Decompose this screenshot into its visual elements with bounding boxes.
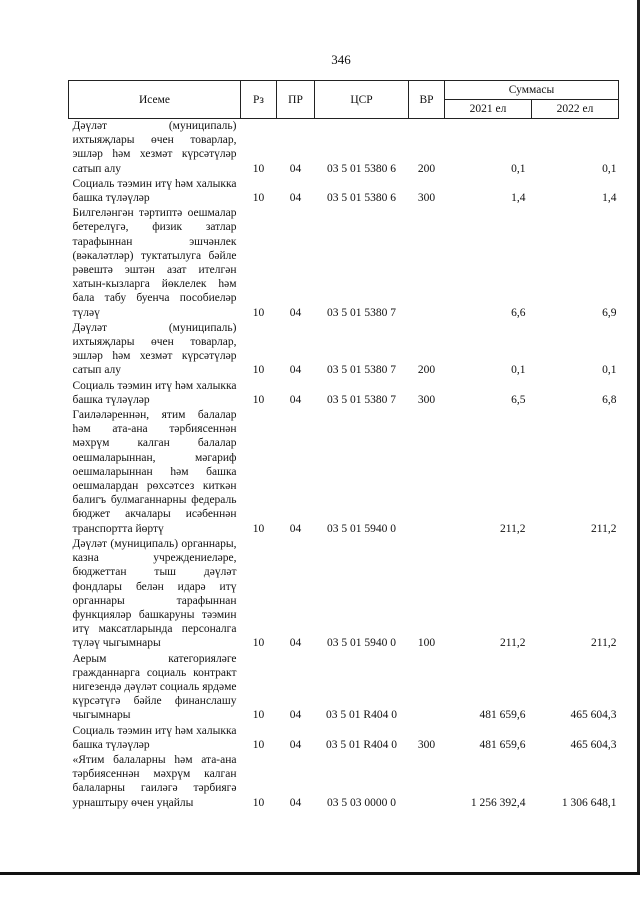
row-sum-2021: 481 659,6 xyxy=(479,709,526,722)
row-pr: 04 xyxy=(289,637,302,650)
header-rz: Рз xyxy=(241,81,277,119)
row-vr: 300 xyxy=(417,738,436,751)
row-sum-2022: 6,9 xyxy=(602,306,617,319)
table-row xyxy=(69,119,619,176)
row-name: Социаль тәэмин итү һәм халыкка башка түләүләр xyxy=(72,177,237,205)
row-name: «Ятим балаларны һәм ата-ана тәрбиясеннән мәхрүм калган балаларны гаиләгә тәрбиягә урнаштыру өчен уңайлы xyxy=(72,753,237,809)
header-sums: Суммасы xyxy=(445,81,619,100)
page-bottom-rule xyxy=(0,872,640,875)
row-pr: 04 xyxy=(289,162,302,175)
row-sum-2022: 0,1 xyxy=(602,364,617,377)
budget-table xyxy=(68,80,619,810)
row-csr: 03 5 01 5940 0 xyxy=(327,522,396,535)
row-csr: 03 5 01 5380 7 xyxy=(327,306,396,319)
row-name: Билгеләнгән тәртиптә оешмалар бетерелүгә, физик затлар тарафыннан эшчәнлек (вәкаләтләр) туктатылуга бәйле рәвештә эштән азат ителгән хатын-кызларга йөклелек һәм бала табу буенча пособиеләр түләү xyxy=(72,207,237,319)
row-vr: 300 xyxy=(417,192,436,205)
row-sum-2021: 6,6 xyxy=(511,306,526,319)
row-sum-2021: 1,4 xyxy=(511,192,526,205)
row-rz: 10 xyxy=(252,162,265,175)
row-rz: 10 xyxy=(252,364,265,377)
header-year-2022: 2022 ел xyxy=(532,100,619,119)
header-name: Исеме xyxy=(69,81,241,119)
row-sum-2022: 0,1 xyxy=(602,162,617,175)
row-csr: 03 5 03 0000 0 xyxy=(327,796,396,809)
row-rz: 10 xyxy=(252,192,265,205)
row-vr: 300 xyxy=(417,393,436,406)
row-rz: 10 xyxy=(252,709,265,722)
row-sum-2021: 481 659,6 xyxy=(479,738,526,751)
row-sum-2021: 211,2 xyxy=(500,637,526,650)
row-pr: 04 xyxy=(289,522,302,535)
row-pr: 04 xyxy=(289,709,302,722)
row-sum-2022: 1,4 xyxy=(602,192,617,205)
row-pr: 04 xyxy=(289,364,302,377)
row-name: Гаиләләреннән, ятим балалар һәм ата-ана тәрбиясеннән мәхрүм калган балалар оешмаларыннан, мәгариф оешмаларыннан һәм башка оешмалардан рөхсәтсез киткән балигъ булмаганнарны федераль бюджет акчалары исәбеннән транспортта йөртү xyxy=(72,409,237,535)
row-vr: 200 xyxy=(417,162,436,175)
row-pr: 04 xyxy=(289,306,302,319)
page-number: 346 xyxy=(331,52,351,67)
row-sum-2022: 465 604,3 xyxy=(570,738,617,751)
row-rz: 10 xyxy=(252,306,265,319)
row-vr: 100 xyxy=(417,637,436,650)
row-csr: 03 5 01 5940 0 xyxy=(327,637,396,650)
row-sum-2022: 211,2 xyxy=(591,637,617,650)
table-row xyxy=(69,176,619,205)
table-row xyxy=(69,205,619,320)
table-body xyxy=(69,119,619,810)
row-vr xyxy=(409,205,445,320)
row-csr: 03 5 01 5380 6 xyxy=(327,162,396,175)
row-csr: 03 5 01 5380 7 xyxy=(327,364,396,377)
header-year-2021: 2021 ел xyxy=(445,100,532,119)
row-name: Аерым категорияләге гражданнарга социаль контракт нигезендә дәүләт социаль ярдәме күрсәтүгә бәйле финанслашу чыгымнары xyxy=(72,652,237,722)
table-row xyxy=(69,407,619,536)
row-sum-2021: 0,1 xyxy=(511,364,526,377)
table-header xyxy=(69,81,619,119)
row-rz: 10 xyxy=(252,738,265,751)
row-sum-2021: 6,5 xyxy=(511,393,526,406)
row-pr: 04 xyxy=(289,738,302,751)
header-vr: ВР xyxy=(409,81,445,119)
row-csr: 03 5 01 5380 7 xyxy=(327,393,396,406)
row-sum-2022: 1 306 648,1 xyxy=(561,796,617,809)
row-vr: 200 xyxy=(417,364,436,377)
table-row xyxy=(69,752,619,810)
header-pr: ПР xyxy=(277,81,315,119)
row-sum-2021: 211,2 xyxy=(500,522,526,535)
row-name: Социаль тәэмин итү һәм халыкка башка түләүләр xyxy=(72,724,237,751)
table-row xyxy=(69,723,619,752)
row-rz: 10 xyxy=(252,522,265,535)
row-sum-2022: 6,8 xyxy=(602,393,617,406)
row-name: Дәүләт (муниципаль) органнары, казна учреждениеләре, бюджеттан тыш дәүләт фондлары белән идарә итү органнары тарафыннан функцияләр башкаруны тәэмин итү максатларында персоналга түләү чыгымнары xyxy=(72,537,237,650)
row-csr: 03 5 01 R404 0 xyxy=(326,709,397,722)
row-sum-2022: 211,2 xyxy=(591,522,617,535)
row-sum-2021: 1 256 392,4 xyxy=(470,796,526,809)
row-pr: 04 xyxy=(289,796,302,809)
table-row xyxy=(69,320,619,378)
table-row xyxy=(69,536,619,651)
row-sum-2022: 465 604,3 xyxy=(570,709,617,722)
row-vr xyxy=(409,407,445,536)
budget-table-container xyxy=(68,80,618,810)
row-rz: 10 xyxy=(252,796,265,809)
row-name: Дәүләт (муниципаль) ихтыяҗлары өчен товарлар, эшләр һәм хезмәт күрсәтүләр сатып алу xyxy=(72,120,237,175)
row-vr xyxy=(409,752,445,810)
row-rz: 10 xyxy=(252,393,265,406)
row-csr: 03 5 01 R404 0 xyxy=(326,738,397,751)
row-pr: 04 xyxy=(289,192,302,205)
row-name: Дәүләт (муниципаль) ихтыяҗлары өчен товарлар, эшләр һәм хезмәт күрсәтүләр сатып алу xyxy=(72,321,237,377)
table-row xyxy=(69,378,619,407)
row-pr: 04 xyxy=(289,393,302,406)
row-name: Социаль тәэмин итү һәм халыкка башка түләүләр xyxy=(72,379,237,406)
header-csr: ЦСР xyxy=(315,81,409,119)
row-rz: 10 xyxy=(252,637,265,650)
row-sum-2021: 0,1 xyxy=(511,162,526,175)
row-csr: 03 5 01 5380 6 xyxy=(327,192,396,205)
row-vr xyxy=(409,651,445,723)
table-row xyxy=(69,651,619,723)
